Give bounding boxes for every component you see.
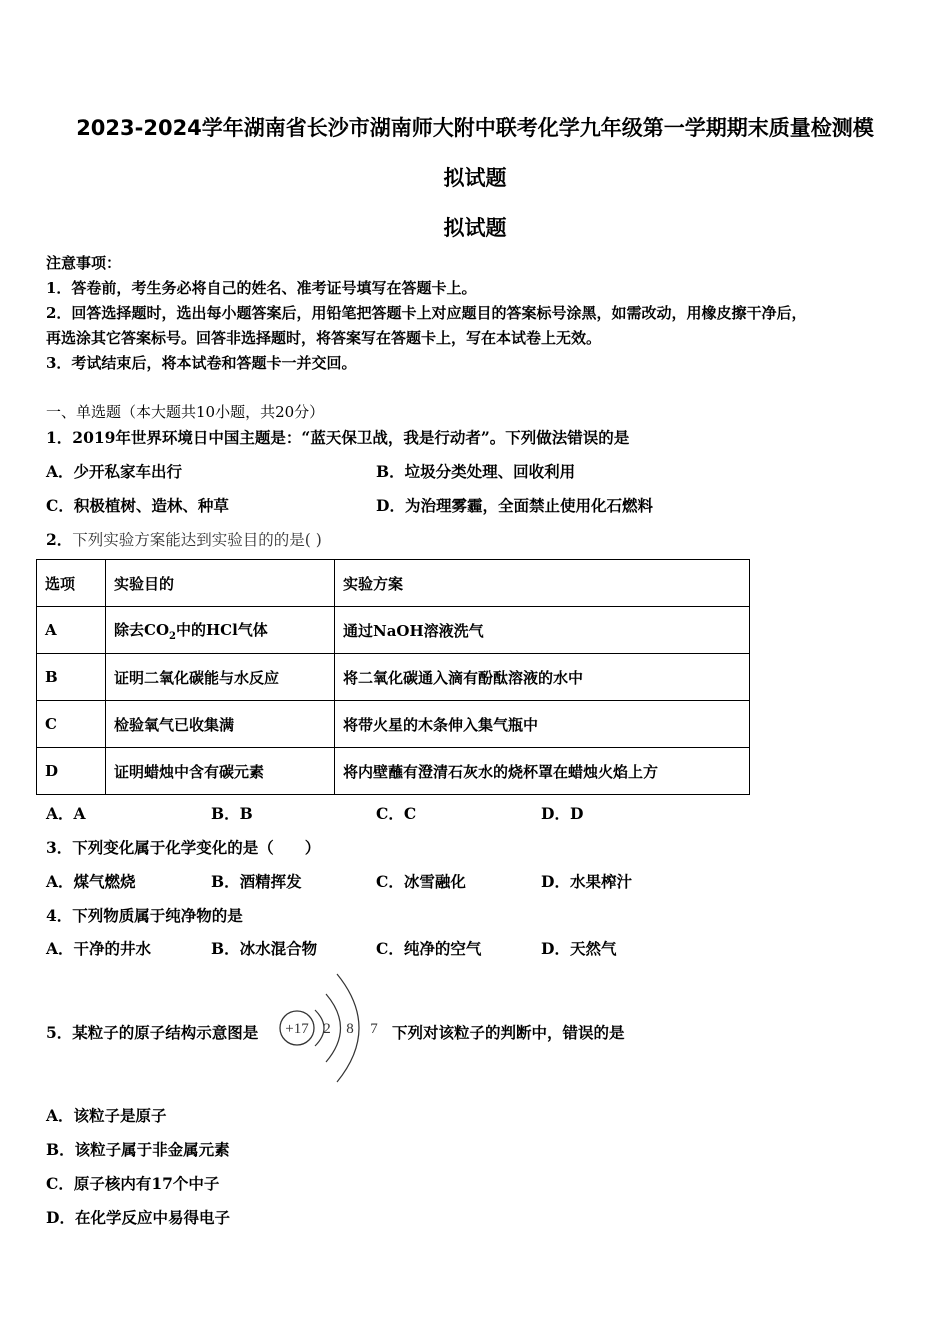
notice-item-3: 3．考试结束后，将本试卷和答题卡一并交回。 <box>46 354 357 372</box>
page-title-line-3: 拟试题 <box>443 216 507 240</box>
question-2-option-b[interactable]: B．B <box>211 804 253 823</box>
question-5-option-b[interactable]: B．该粒子属于非金属元素 <box>46 1140 230 1159</box>
table-cell-option: A <box>37 607 106 654</box>
question-2-option-a[interactable]: A．A <box>46 804 86 823</box>
table-cell-purpose: 检验氧气已收集满 <box>106 701 335 748</box>
table-cell-option: D <box>37 748 106 795</box>
question-2-number: 2． <box>46 530 73 549</box>
atom-diagram-svg <box>275 966 385 1090</box>
table-cell-plan: 将带火星的木条伸入集气瓶中 <box>335 701 750 748</box>
atomic-structure-diagram <box>275 966 385 1090</box>
table-row <box>37 607 750 654</box>
shell-3-electrons: 7 <box>370 1021 378 1037</box>
question-5-option-a[interactable]: A．该粒子是原子 <box>46 1106 167 1125</box>
question-3-option-a[interactable]: A．煤气燃烧 <box>46 872 136 891</box>
question-5-stem-pre: 5．某粒子的原子结构示意图是 <box>46 1023 259 1042</box>
notice-item-2a: 2．回答选择题时，选出每小题答案后，用铅笔把答题卡上对应题目的答案标号涂黑，如需改动，用橡皮擦干净后， <box>46 304 807 322</box>
table-cell-purpose: 证明蜡烛中含有碳元素 <box>106 748 335 795</box>
shell-1-electrons: 2 <box>323 1021 331 1037</box>
question-4-option-c[interactable]: C．纯净的空气 <box>376 939 482 958</box>
question-2-text: 下列实验方案能达到实验目的的是( ) <box>72 531 322 549</box>
purpose-text-post: 中的HCl气体 <box>175 620 268 639</box>
table-header-option: 选项 <box>37 560 106 607</box>
table-cell-plan: 将内壁蘸有澄清石灰水的烧杯罩在蜡烛火焰上方 <box>335 748 750 795</box>
table-header-purpose: 实验目的 <box>106 560 335 607</box>
shell-2-electrons: 8 <box>346 1021 354 1037</box>
notice-heading: 注意事项： <box>46 254 122 272</box>
question-3-option-d[interactable]: D．水果榨汁 <box>541 872 632 891</box>
notice-item-1: 1．答卷前，考生务必将自己的姓名、准考证号填写在答题卡上。 <box>46 279 477 297</box>
table-header-row <box>37 560 750 607</box>
question-3-option-b[interactable]: B．酒精挥发 <box>211 872 302 891</box>
question-4-option-d[interactable]: D．天然气 <box>541 939 617 958</box>
question-1-option-d[interactable]: D．为治理雾霾，全面禁止使用化石燃料 <box>376 496 653 515</box>
table-cell-plan: 将二氧化碳通入滴有酚酞溶液的水中 <box>335 654 750 701</box>
table-cell-purpose: 证明二氧化碳能与水反应 <box>106 654 335 701</box>
table-cell-option: B <box>37 654 106 701</box>
question-5-option-d[interactable]: D．在化学反应中易得电子 <box>46 1208 230 1227</box>
table-header-plan: 实验方案 <box>335 560 750 607</box>
question-2-option-c[interactable]: C．C <box>376 804 417 823</box>
purpose-text-pre: 除去CO <box>114 620 170 639</box>
question-5-stem-post: 下列对该粒子的判断中，错误的是 <box>392 1023 625 1042</box>
question-3-stem: 3．下列变化属于化学变化的是（ ） <box>46 838 321 857</box>
table-row <box>37 654 750 701</box>
nucleus-charge: +17 <box>285 1021 309 1037</box>
question-1-option-b[interactable]: B．垃圾分类处理、回收利用 <box>376 462 576 481</box>
table-cell-plan: 通过NaOH溶液洗气 <box>335 607 750 654</box>
table-row <box>37 748 750 795</box>
question-1-option-c[interactable]: C．积极植树、造林、种草 <box>46 496 229 515</box>
question-5-option-c[interactable]: C．原子核内有17个中子 <box>46 1174 220 1193</box>
question-1-option-a[interactable]: A．少开私家车出行 <box>46 462 183 481</box>
question-3-option-c[interactable]: C．冰雪融化 <box>376 872 466 891</box>
notice-item-2b: 再选涂其它答案标号。回答非选择题时，将答案写在答题卡上，写在本试卷上无效。 <box>46 329 602 347</box>
purpose-subscript: 2 <box>169 630 176 642</box>
page-title-line-2: 拟试题 <box>443 166 507 190</box>
page-title-line-1: 2023-2024学年湖南省长沙市湖南师大附中联考化学九年级第一学期期末质量检测模 <box>76 116 874 140</box>
table-row <box>37 701 750 748</box>
experiment-table <box>36 559 750 795</box>
table-cell-purpose <box>106 607 335 654</box>
question-2-stem <box>46 528 322 550</box>
question-4-stem: 4．下列物质属于纯净物的是 <box>46 906 243 925</box>
question-4-option-b[interactable]: B．冰水混合物 <box>211 939 318 958</box>
section-heading: 一、单选题（本大题共10小题，共20分） <box>46 403 325 421</box>
question-4-option-a[interactable]: A．干净的井水 <box>46 939 152 958</box>
question-2-option-d[interactable]: D．D <box>541 804 584 823</box>
table-cell-option: C <box>37 701 106 748</box>
question-1-stem: 1．2019年世界环境日中国主题是：“蓝天保卫战，我是行动者”。下列做法错误的是 <box>46 428 630 447</box>
